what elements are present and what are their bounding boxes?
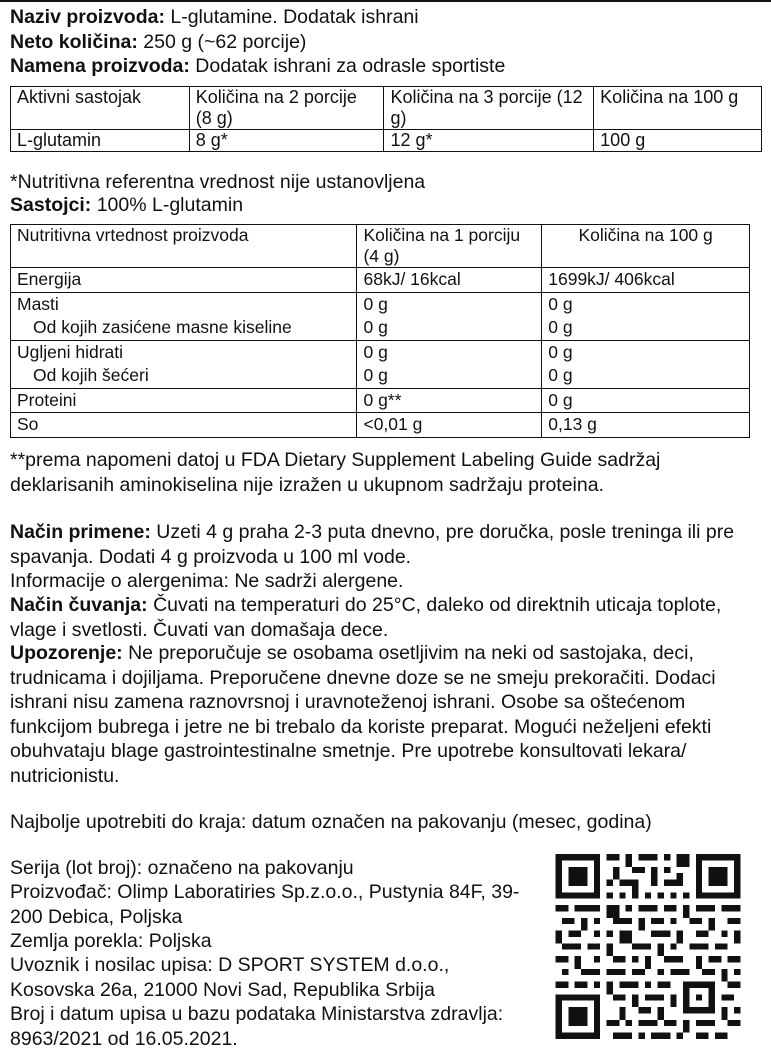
table-cell: <0,01 g: [357, 413, 542, 438]
sastojci-label: Sastojci:: [10, 194, 92, 216]
table-cell: 1699kJ/ 406kcal: [542, 268, 750, 293]
best-before: Najbolje upotrebiti do kraja: datum označen na pakovanju (mesec, godina): [10, 811, 652, 833]
nacin-primene-label: Način primene:: [10, 521, 151, 543]
naziv-value: L-glutamine. Dodatak ishrani: [170, 6, 419, 28]
table-header-row: [11, 87, 762, 130]
cuvanje-label: Način čuvanja:: [10, 594, 148, 616]
table-header-cell: Količina na 100 g: [594, 87, 762, 130]
cuvanje-value: Čuvati na temperaturi do 25°C, daleko od direktnih uticaja toplote, vlage i svetlosti. Čuvati van domašaja dece.: [10, 594, 722, 641]
table-header-cell: Količina na 3 porcije (12 g): [384, 87, 594, 130]
table-cell: Proteini: [11, 388, 357, 413]
table-cell: 0 g: [357, 340, 542, 364]
active-ingredient-table: [10, 86, 762, 152]
table-cell: So: [11, 413, 357, 438]
table-header-row: [11, 225, 750, 268]
fda-note: **prema napomeni datoj u FDA Dietary Supplement Labeling Guide sadržaj deklarisanih aminokiselina nije izražen u ukupnom sadržaju proteina.: [10, 449, 661, 496]
table-header-cell: Nutritivna vrtednost proizvoda: [11, 225, 357, 268]
table-cell: L-glutamin: [11, 130, 190, 152]
table-header-cell: Količina na 100 g: [542, 225, 750, 268]
upozorenje-label: Upozorenje:: [10, 642, 123, 664]
table-cell: 0 g: [357, 316, 542, 340]
qr-code-icon: [553, 854, 743, 1039]
table-cell: 0 g: [542, 364, 750, 388]
table-cell: 0 g: [542, 316, 750, 340]
upozorenje: [10, 641, 762, 788]
uvoznik-info: Uvoznik i nosilac upisa: D SPORT SYSTEM d.o.o., Kosovska 26a, 21000 Novi Sad, Republika Srbija: [10, 954, 450, 1001]
namena-label: Namena proizvoda:: [10, 55, 190, 77]
table-cell: 12 g*: [384, 130, 594, 152]
table-cell: 0 g: [542, 292, 750, 316]
naziv-line: [10, 6, 419, 29]
table-cell: 8 g*: [189, 130, 384, 152]
upozorenje-value: Ne preporučuje se osobama osetljivim na neki od sastojaka, deci, trudnicama i dojiljama. Preporučene dnevne doze se ne smeju prekoračiti. Dodaci ishrani nisu zamena raznovrsnoj i uravnoteženoj ishrani. Osobe sa oštećenom funkcijom bubrega i jetre ne bi trebalo da koriste preparat. Mogući neželjeni efekti obuhvataju blage gastrointestinalne smetnje. Pre upotrebe konsultovati lekara/ nutricionistu.: [10, 642, 716, 787]
neto-label: Neto količina:: [10, 31, 138, 53]
table-cell: 0,13 g: [542, 413, 750, 438]
note-reference: *Nutritivna referentna vrednost nije ustanovljena: [10, 171, 426, 193]
table-row: [11, 316, 750, 340]
table-cell: 0 g: [357, 364, 542, 388]
naziv-label: Naziv proizvoda:: [10, 6, 165, 28]
nacin-primene: [10, 520, 762, 569]
table-cell: Od kojih zasićene masne kiseline: [11, 316, 357, 340]
table-cell: 100 g: [594, 130, 762, 152]
top-border: [0, 0, 771, 2]
table-header-cell: Količina na 2 porcije (8 g): [189, 87, 384, 130]
table-cell: 0 g: [542, 340, 750, 364]
table-cell: 0 g: [357, 292, 542, 316]
sastojci-value: 100% L-glutamin: [96, 194, 244, 216]
table-cell: 0 g**: [357, 388, 542, 413]
proizvodjac-info: Proizvođač: Olimp Laboratiries Sp.z.o.o., Pustynia 84F, 39-200 Debica, Poljska: [10, 881, 520, 928]
table-row: [11, 292, 750, 316]
table-cell: 68kJ/ 16kcal: [357, 268, 542, 293]
neto-line: [10, 31, 306, 54]
table-row: [11, 340, 750, 364]
nacin-primene-value: Uzeti 4 g praha 2-3 puta dnevno, pre doručka, posle treninga ili pre spavanja. Dodati 4 g proizvoda u 100 ml vode.: [10, 521, 735, 568]
serija-info: Serija (lot broj): označeno na pakovanju: [10, 857, 354, 879]
table-row: [11, 413, 750, 438]
alergeni-info: Informacije o alergenima: Ne sadrži alergene.: [10, 570, 404, 592]
namena-value: Dodatak ishrani za odrasle sportiste: [195, 55, 506, 77]
table-cell: Masti: [11, 292, 357, 316]
zemlja-porekla: Zemlja porekla: Poljska: [10, 930, 212, 952]
table-cell: 0 g: [542, 388, 750, 413]
nacin-cuvanja: [10, 593, 762, 642]
table-cell: Ugljeni hidrati: [11, 340, 357, 364]
nutrition-table: [10, 224, 750, 438]
sastojci-line: [10, 194, 243, 217]
table-row: [11, 364, 750, 388]
broj-upisa: Broj i datum upisa u bazu podataka Ministarstva zdravlja: 8963/2021 od 16.05.2021.: [10, 1003, 504, 1050]
table-row: [11, 130, 762, 152]
table-header-cell: Količina na 1 porciju (4 g): [357, 225, 542, 268]
table-cell: Energija: [11, 268, 357, 293]
namena-line: [10, 55, 505, 78]
neto-value: 250 g (~62 porcije): [143, 31, 307, 53]
table-row: [11, 268, 750, 293]
table-cell: Od kojih šećeri: [11, 364, 357, 388]
table-row: [11, 388, 750, 413]
table-header-cell: Aktivni sastojak: [11, 87, 190, 130]
